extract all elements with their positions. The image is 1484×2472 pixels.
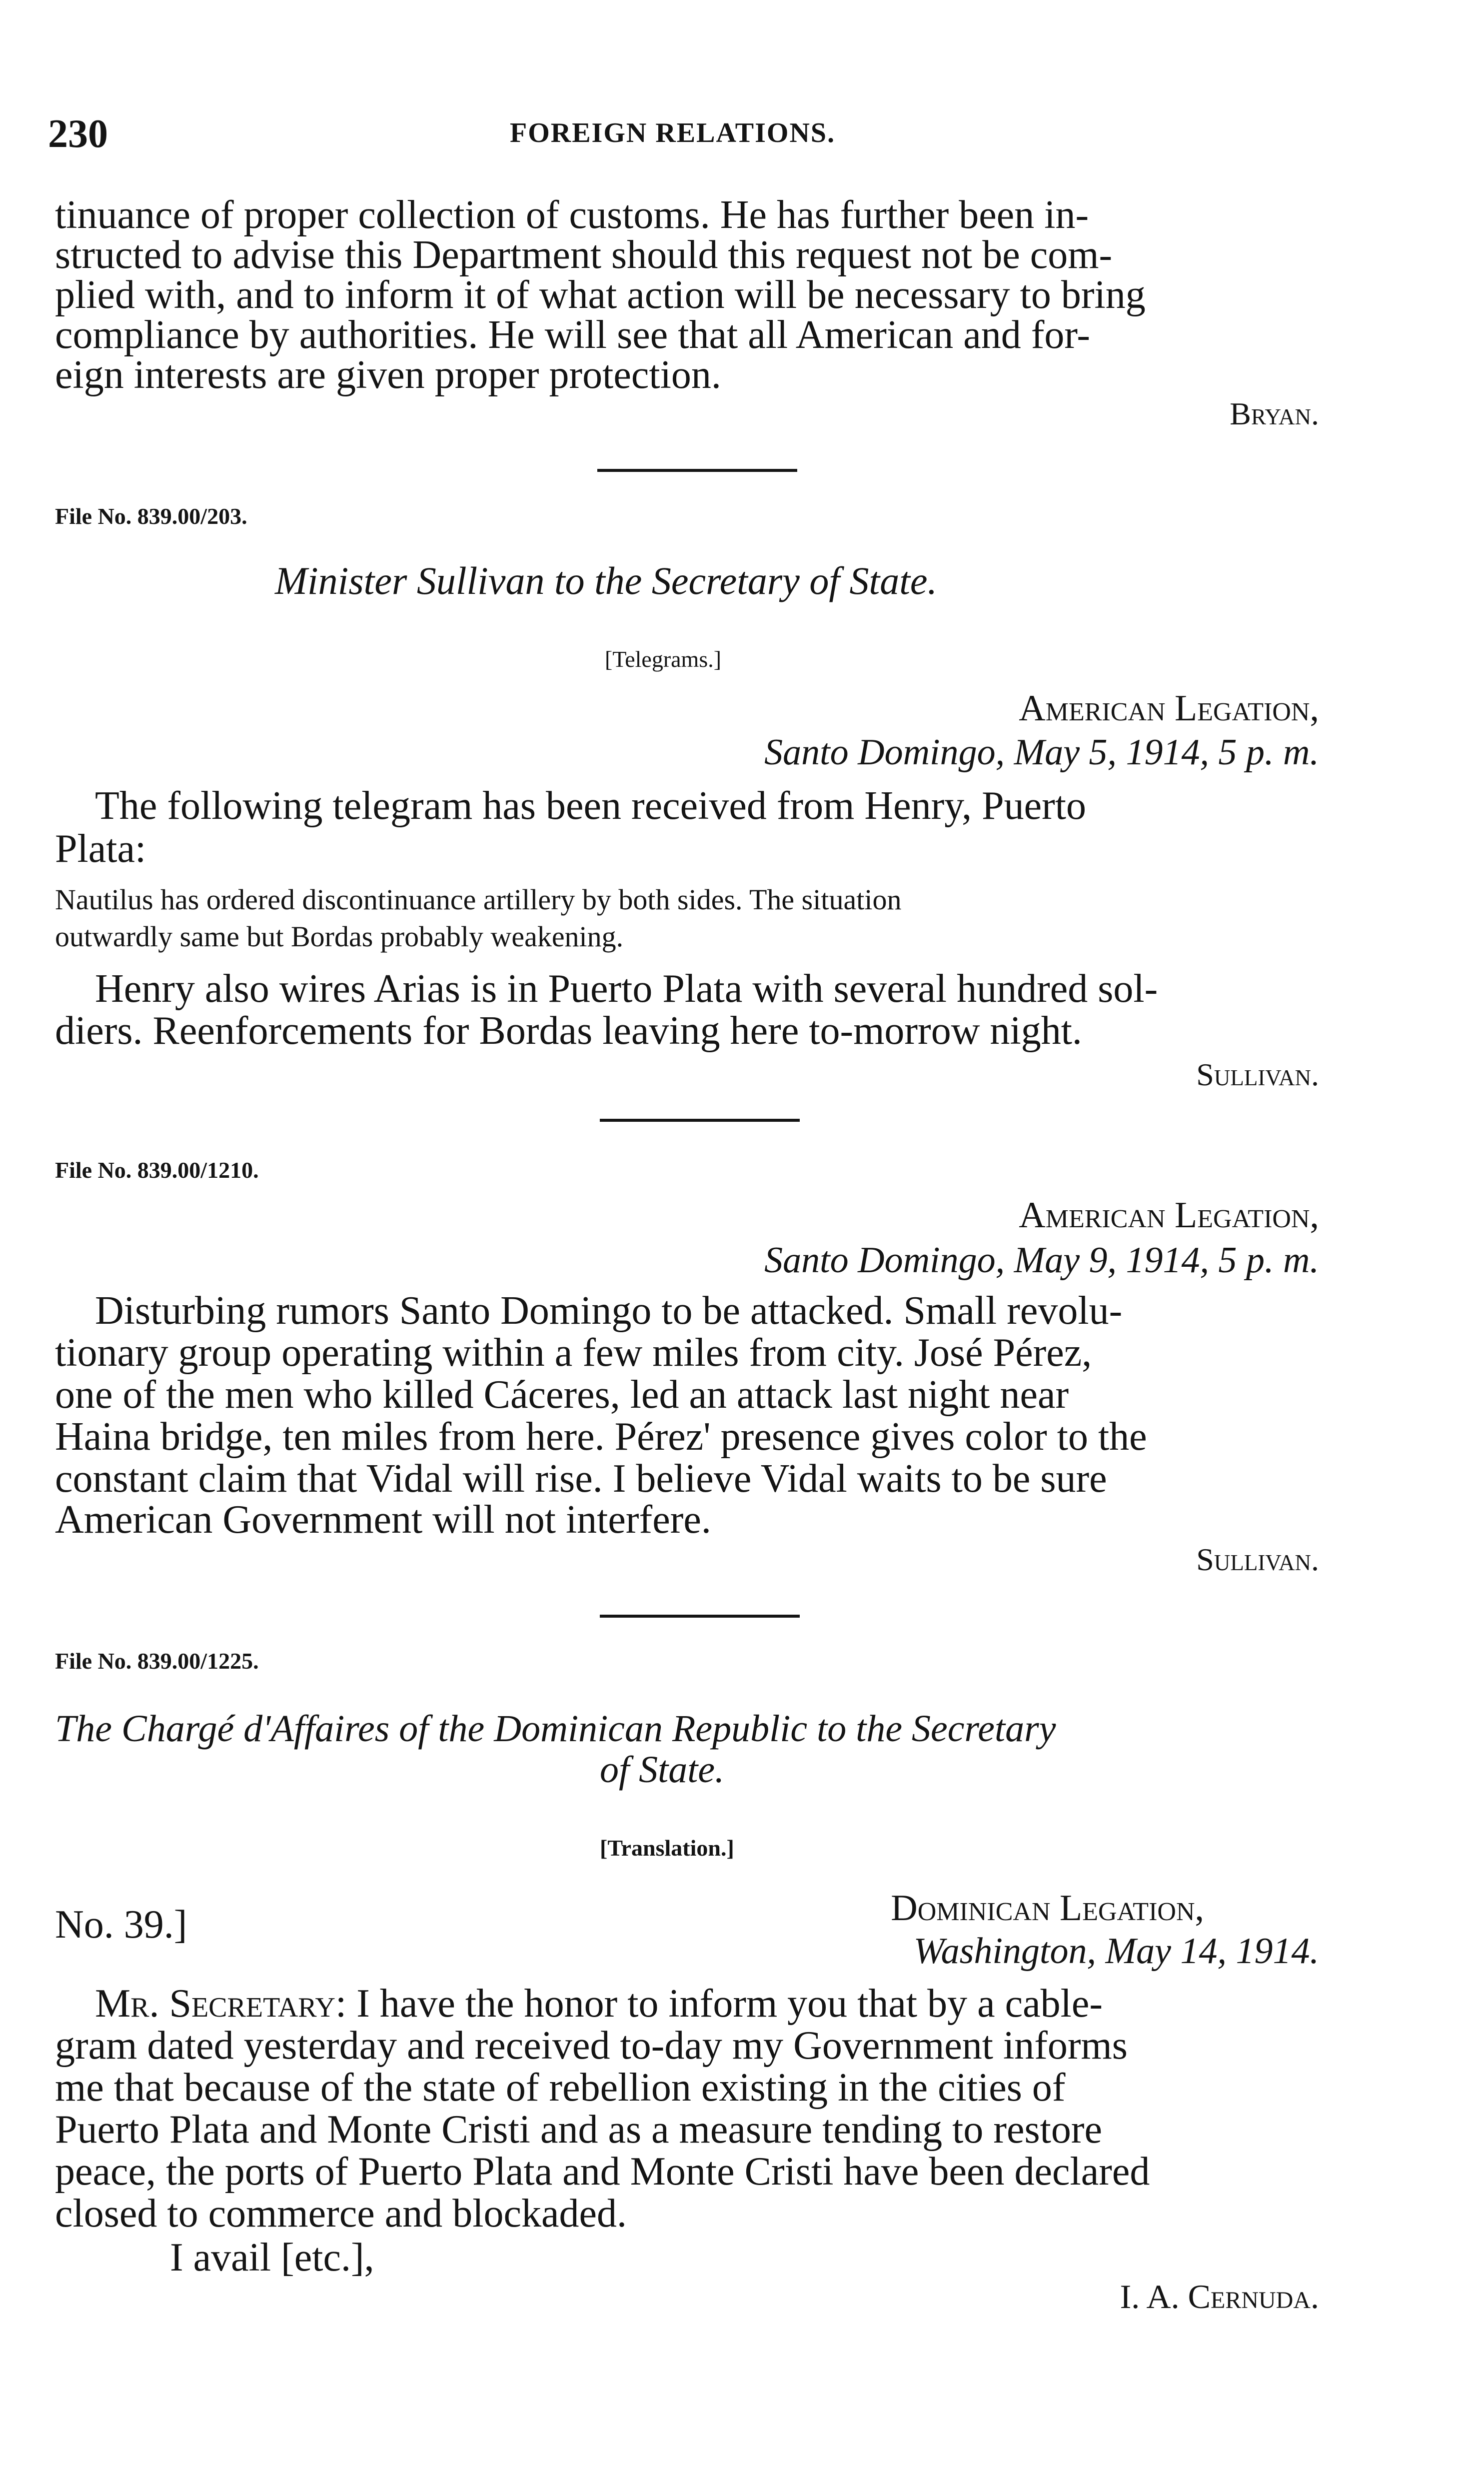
body-line: tionary group operating within a few miles from city. José Pérez,: [55, 1331, 1092, 1375]
body-line: one of the men who killed Cáceres, led an attack last night near: [55, 1373, 1069, 1417]
body-line: American Government will not interfere.: [55, 1498, 711, 1542]
page-number: 230: [48, 112, 108, 156]
signature: Sullivan.: [1196, 1542, 1319, 1577]
body-line: tinuance of proper collection of customs. He has further been in-: [55, 193, 1089, 237]
body-line: structed to advise this Department should this request not be com-: [55, 233, 1113, 277]
legation-place: American Legation,: [1019, 688, 1319, 729]
body-line: Puerto Plata and Monte Cristi and as a measure tending to restore: [55, 2108, 1103, 2152]
legation-place: Dominican Legation,: [891, 1888, 1204, 1929]
quoted-line: Nautilus has ordered discontinuance artillery by both sides. The situation: [55, 883, 902, 916]
file-number: File No. 839.00/1225.: [55, 1648, 259, 1674]
running-title: FOREIGN RELATIONS.: [510, 117, 836, 148]
body-line: compliance by authorities. He will see that all American and for-: [55, 313, 1091, 357]
section-divider: [600, 1119, 800, 1122]
body-line: gram dated yesterday and received to-day my Government informs: [55, 2024, 1128, 2068]
dateline: Santo Domingo, May 5, 1914, 5 p. m.: [764, 732, 1319, 773]
file-number: File No. 839.00/1210.: [55, 1157, 259, 1183]
body-line: peace, the ports of Puerto Plata and Monte Cristi have been declared: [55, 2150, 1150, 2194]
body-line: closed to commerce and blockaded.: [55, 2192, 627, 2236]
dateline: Washington, May 14, 1914.: [913, 1931, 1319, 1972]
signature: I. A. Cernuda.: [1120, 2278, 1319, 2316]
document-note: [Translation.]: [600, 1835, 734, 1861]
closing: I avail [etc.],: [170, 2236, 374, 2280]
body-line: The following telegram has been received from Henry, Puerto: [95, 784, 1086, 828]
body-line-text: I have the honor to inform you that by a cable-: [356, 1982, 1103, 2026]
quoted-line: outwardly same but Bordas probably weakening.: [55, 920, 624, 953]
dateline: Santo Domingo, May 9, 1914, 5 p. m.: [764, 1240, 1319, 1281]
body-line: Henry also wires Arias is in Puerto Plata with several hundred sol-: [95, 967, 1158, 1011]
document-title: Minister Sullivan to the Secretary of State.: [275, 559, 938, 602]
document-note: [Telegrams.]: [605, 646, 722, 672]
body-line: eign interests are given proper protection.: [55, 353, 721, 397]
legation-place: American Legation,: [1019, 1195, 1319, 1236]
document-title-continued: of State.: [600, 1749, 725, 1791]
body-line: [95, 1984, 1103, 2024]
salutation: Mr. Secretary:: [95, 1982, 347, 2026]
file-number: File No. 839.00/203.: [55, 503, 247, 529]
section-divider: [600, 1615, 800, 1618]
signature: Bryan.: [1230, 396, 1319, 431]
body-line: me that because of the state of rebellion existing in the cities of: [55, 2066, 1066, 2110]
document-number: No. 39.]: [55, 1903, 187, 1947]
body-line: constant claim that Vidal will rise. I believe Vidal waits to be sure: [55, 1457, 1107, 1501]
body-line: Haina bridge, ten miles from here. Pérez' presence gives color to the: [55, 1415, 1147, 1459]
body-line: plied with, and to inform it of what action will be necessary to bring: [55, 273, 1146, 317]
section-divider: [597, 469, 797, 472]
body-line: diers. Reenforcements for Bordas leaving here to-morrow night.: [55, 1009, 1082, 1053]
body-line: Disturbing rumors Santo Domingo to be attacked. Small revolu-: [95, 1289, 1123, 1333]
signature: Sullivan.: [1196, 1057, 1319, 1092]
body-line: Plata:: [55, 827, 146, 871]
document-title: The Chargé d'Affaires of the Dominican Republic to the Secretary: [55, 1708, 1056, 1750]
